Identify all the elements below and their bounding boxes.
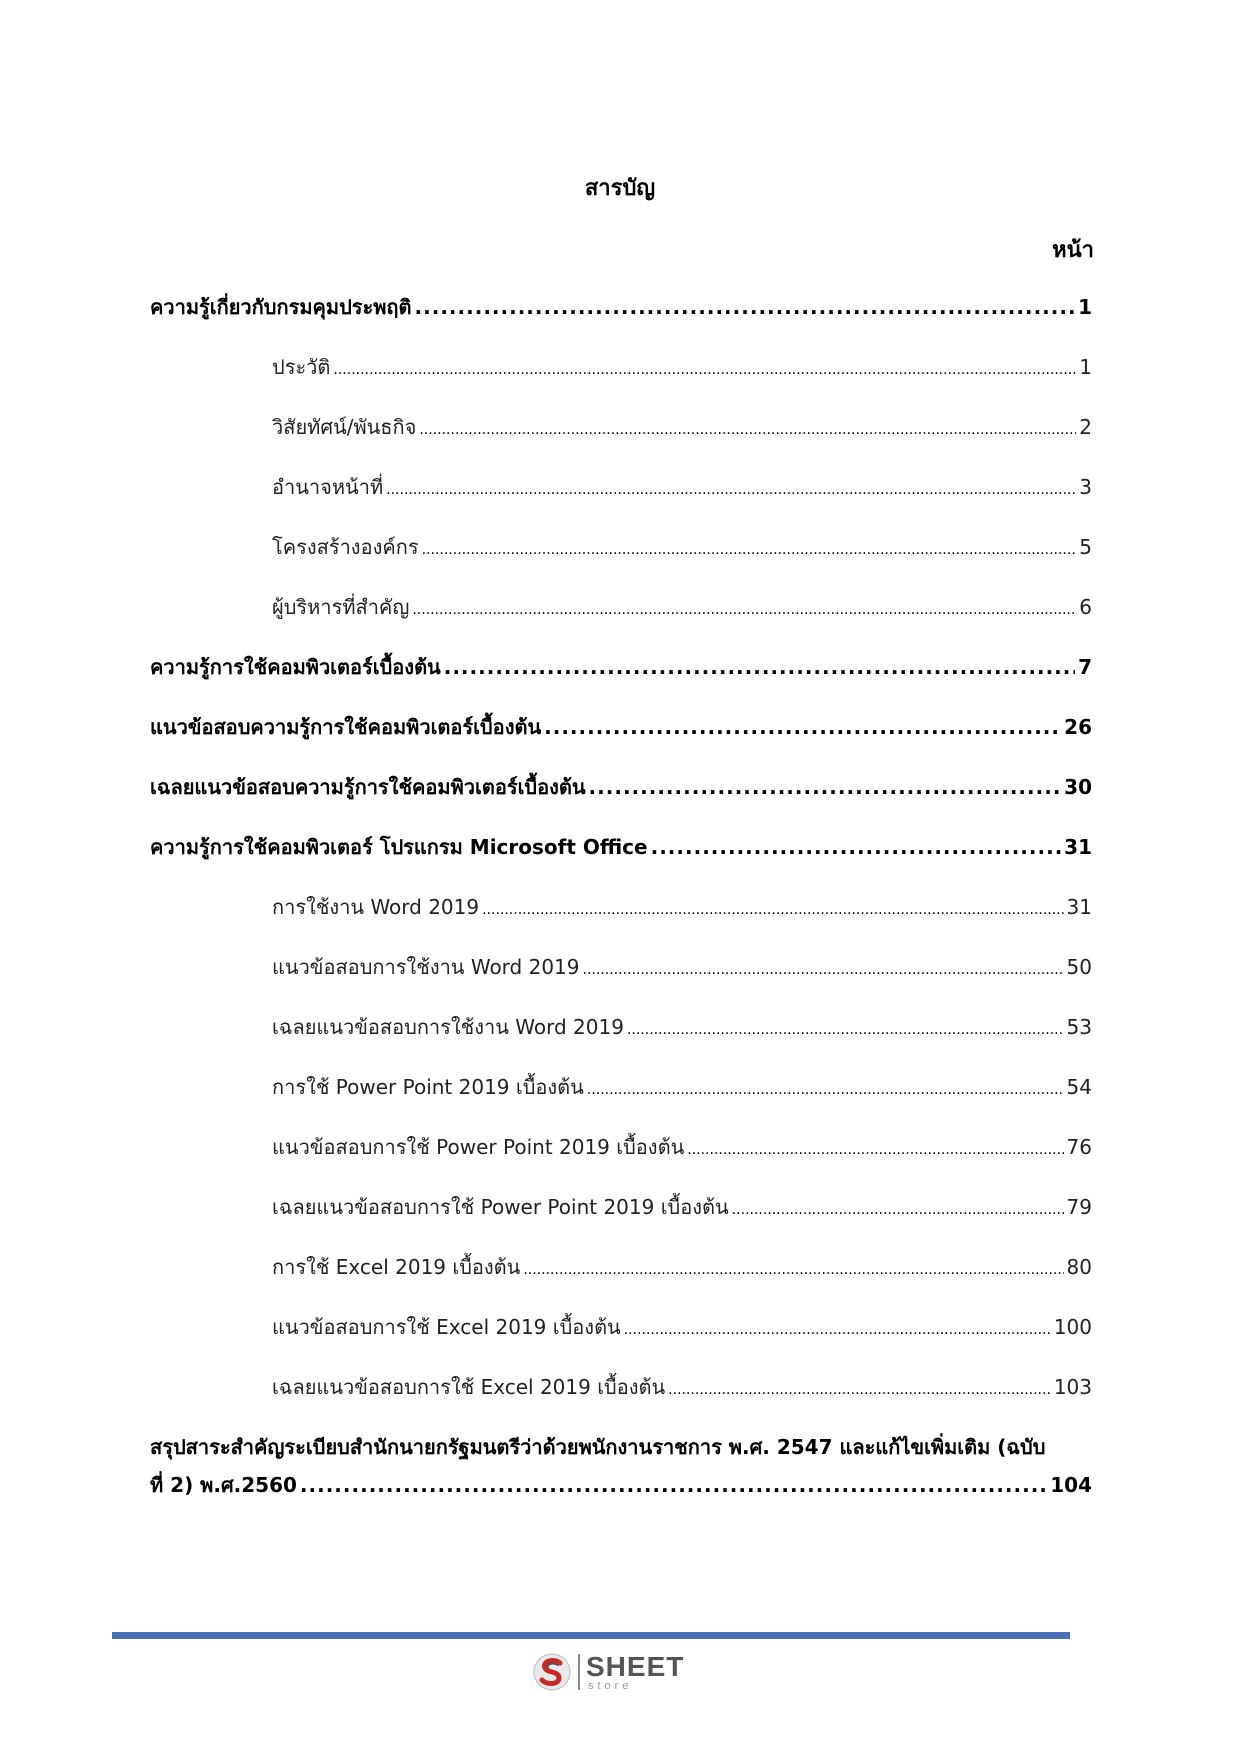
dot-leader <box>523 1255 1063 1285</box>
toc-entry-page: 5 <box>1079 535 1092 559</box>
toc-entry[interactable] <box>272 1372 1092 1405</box>
dot-leader <box>589 772 1062 802</box>
toc-entry[interactable] <box>150 772 1092 802</box>
toc-entry-page: 100 <box>1053 1315 1092 1339</box>
toc-entry-label: การใช้ Power Point 2019 เบื้องต้น <box>272 1075 584 1099</box>
dot-leader <box>583 955 1064 985</box>
dot-leader <box>544 712 1061 742</box>
toc-entry-label: การใช้ Excel 2019 เบื้องต้น <box>272 1255 521 1279</box>
toc-entry[interactable] <box>272 352 1092 385</box>
toc-entry[interactable] <box>272 532 1092 565</box>
toc-entry-page: 104 <box>1050 1473 1092 1497</box>
logo-subword: store <box>588 1679 633 1692</box>
dot-leader <box>668 1375 1051 1405</box>
toc-entry[interactable] <box>272 952 1092 985</box>
toc-entry-page: 54 <box>1066 1075 1092 1099</box>
dot-leader <box>386 475 1076 505</box>
dot-leader <box>627 1015 1064 1045</box>
toc-entry-label: ความรู้การใช้คอมพิวเตอร์ โปรแกรม Microsoft Office <box>150 835 648 859</box>
toc-entry-label: ผู้บริหารที่สำคัญ <box>272 595 410 619</box>
toc-entry-label: โครงสร้างองค์กร <box>272 535 419 559</box>
toc-entry-page: 80 <box>1066 1255 1092 1279</box>
toc-entry-page: 3 <box>1079 475 1092 499</box>
toc-entry-label: แนวข้อสอบการใช้ Power Point 2019 เบื้องต้น <box>272 1135 685 1159</box>
toc-entry[interactable] <box>272 1192 1092 1225</box>
toc-entry-label: ประวัติ <box>272 355 331 379</box>
toc-entry-page: 26 <box>1064 715 1092 739</box>
dot-leader <box>624 1315 1051 1345</box>
toc-entry[interactable] <box>272 1132 1092 1165</box>
logo-separator <box>578 1654 580 1690</box>
toc-entry-page: 31 <box>1064 835 1092 859</box>
toc-entry-label: การใช้งาน Word 2019 <box>272 895 480 919</box>
dot-leader <box>300 1470 1047 1500</box>
toc-entry-multiline[interactable] <box>150 1432 1092 1462</box>
toc-entry[interactable] <box>150 652 1092 682</box>
toc-entry-page: 76 <box>1066 1135 1092 1159</box>
logo-text <box>586 1650 685 1692</box>
toc-entry-page: 79 <box>1066 1195 1092 1219</box>
dot-leader <box>444 652 1075 682</box>
page-title: สารบัญ <box>584 176 656 201</box>
dot-leader <box>412 595 1076 625</box>
toc-entry-label: เฉลยแนวข้อสอบความรู้การใช้คอมพิวเตอร์เบื้องต้น <box>150 775 586 799</box>
toc-entry-label: เฉลยแนวข้อสอบการใช้งาน Word 2019 <box>272 1015 624 1039</box>
toc-entry[interactable] <box>150 832 1092 862</box>
toc-entry-page: 31 <box>1066 895 1092 919</box>
toc-entry-page: 2 <box>1079 415 1092 439</box>
logo-word: SHEET <box>586 1650 685 1682</box>
toc-entry[interactable] <box>272 892 1092 925</box>
dot-leader <box>422 535 1077 565</box>
toc-entry-page: 1 <box>1078 295 1092 319</box>
toc-entry-page: 53 <box>1066 1015 1092 1039</box>
toc-entry[interactable] <box>272 592 1092 625</box>
logo-s-icon <box>532 1652 572 1692</box>
dot-leader <box>651 832 1062 862</box>
dot-leader <box>587 1075 1064 1105</box>
sheet-store-logo <box>532 1652 684 1692</box>
toc-entry-label: ความรู้การใช้คอมพิวเตอร์เบื้องต้น <box>150 655 441 679</box>
toc-entry[interactable] <box>272 412 1092 445</box>
toc-entry-label: แนวข้อสอบการใช้งาน Word 2019 <box>272 955 580 979</box>
toc-entry[interactable] <box>272 1012 1092 1045</box>
toc-entry[interactable] <box>272 1252 1092 1285</box>
dot-leader <box>687 1135 1063 1165</box>
toc-entry-page: 103 <box>1053 1375 1092 1399</box>
footer-divider <box>112 1632 1070 1639</box>
dot-leader <box>732 1195 1064 1225</box>
toc-entry-page: 7 <box>1078 655 1092 679</box>
toc-entry[interactable] <box>272 1312 1092 1345</box>
toc-entry[interactable] <box>150 712 1092 742</box>
toc-entry[interactable] <box>272 472 1092 505</box>
toc-entry-label: เฉลยแนวข้อสอบการใช้ Power Point 2019 เบื้องต้น <box>272 1195 729 1219</box>
toc-entry[interactable] <box>150 292 1092 322</box>
dot-leader <box>333 355 1076 385</box>
toc-entry-label: ความรู้เกี่ยวกับกรมคุมประพฤติ <box>150 295 412 319</box>
dot-leader <box>419 415 1076 445</box>
toc-entry-page: 50 <box>1066 955 1092 979</box>
toc-entry-label-line1: สรุปสาระสำคัญระเบียบสำนักนายกรัฐมนตรีว่าด้วยพนักงานราชการ พ.ศ. 2547 และแก้ไขเพิ่มเติม (ฉบับ <box>150 1435 1046 1459</box>
toc-entry-label: แนวข้อสอบการใช้ Excel 2019 เบื้องต้น <box>272 1315 621 1339</box>
toc-entry-label: เฉลยแนวข้อสอบการใช้ Excel 2019 เบื้องต้น <box>272 1375 666 1399</box>
toc-entry-label: วิสัยทัศน์/พันธกิจ <box>272 415 417 439</box>
dot-leader <box>415 292 1076 322</box>
toc-entry-page: 6 <box>1079 595 1092 619</box>
toc-entry-label-line2: ที่ 2) พ.ศ.2560 <box>150 1473 297 1497</box>
dot-leader <box>482 895 1063 925</box>
toc-entry-label: แนวข้อสอบความรู้การใช้คอมพิวเตอร์เบื้องต้น <box>150 715 542 739</box>
toc-entry-label: อำนาจหน้าที่ <box>272 475 384 499</box>
page-column-header: หน้า <box>1052 238 1094 263</box>
toc-entry-page: 1 <box>1079 355 1092 379</box>
toc-entry-page: 30 <box>1064 775 1092 799</box>
toc-entry[interactable] <box>272 1072 1092 1105</box>
toc-entry[interactable] <box>150 1470 1092 1500</box>
